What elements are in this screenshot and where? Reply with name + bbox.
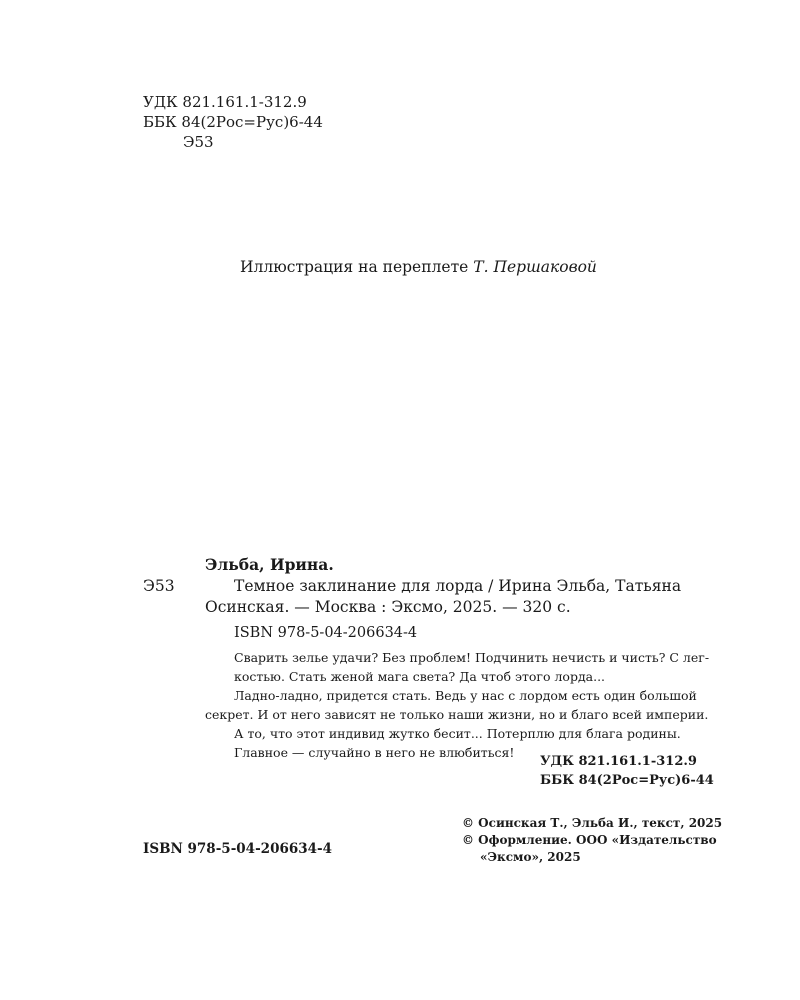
bottom-bbk-code: ББК 84(2Рос=Рус)6-44	[540, 773, 714, 788]
bottom-udk-code: УДК 821.161.1-312.9	[540, 754, 697, 769]
udk-code: УДК 821.161.1-312.9	[143, 93, 307, 111]
record-title-line-1: Темное заклинание для лорда / Ирина Эльба, Татьяна	[234, 577, 682, 595]
record-title-line-2: Осинская. — Москва : Эксмо, 2025. — 320 с.	[205, 598, 571, 616]
copyright-design-cont: «Эксмо», 2025	[480, 850, 581, 864]
annotation	[205, 648, 717, 762]
illustration-artist: Т. Першаковой	[473, 258, 597, 276]
copyright-block	[462, 815, 722, 866]
bottom-classification-codes	[540, 752, 714, 790]
annotation-paragraph-1: Сварить зелье удачи? Без проблем! Подчинить нечисть и чисть? С лег-костью. Стать женой мага света? Да чтоб этого лорда...	[234, 650, 710, 684]
top-classification-codes	[143, 92, 323, 152]
copyright-text: © Осинская Т., Эльба И., текст, 2025	[462, 816, 723, 830]
record-isbn: ISBN 978-5-04-206634-4	[234, 625, 418, 641]
bbk-code: ББК 84(2Рос=Рус)6-44	[143, 113, 323, 131]
isbn-bottom: ISBN 978-5-04-206634-4	[143, 841, 333, 857]
illustration-prefix: Иллюстрация на переплете	[240, 258, 469, 276]
cutter-code: Э53	[183, 133, 214, 151]
annotation-paragraph-3: А то, что этот индивид жутко бесит... Потерплю для блага родины.	[234, 726, 681, 741]
annotation-paragraph-4: Главное — случайно в него не влюбиться!	[234, 745, 515, 760]
author-heading: Эльба, Ирина.	[205, 555, 334, 574]
annotation-paragraph-2: Ладно-ладно, придется стать. Ведь у нас с лордом есть один большой секрет. И от него зависят не только наши жизни, но и благо всей империи.	[205, 688, 709, 722]
illustration-credit	[240, 258, 597, 276]
copyright-design: © Оформление. ООО «Издательство	[462, 833, 717, 847]
record-cutter: Э53	[143, 577, 175, 595]
